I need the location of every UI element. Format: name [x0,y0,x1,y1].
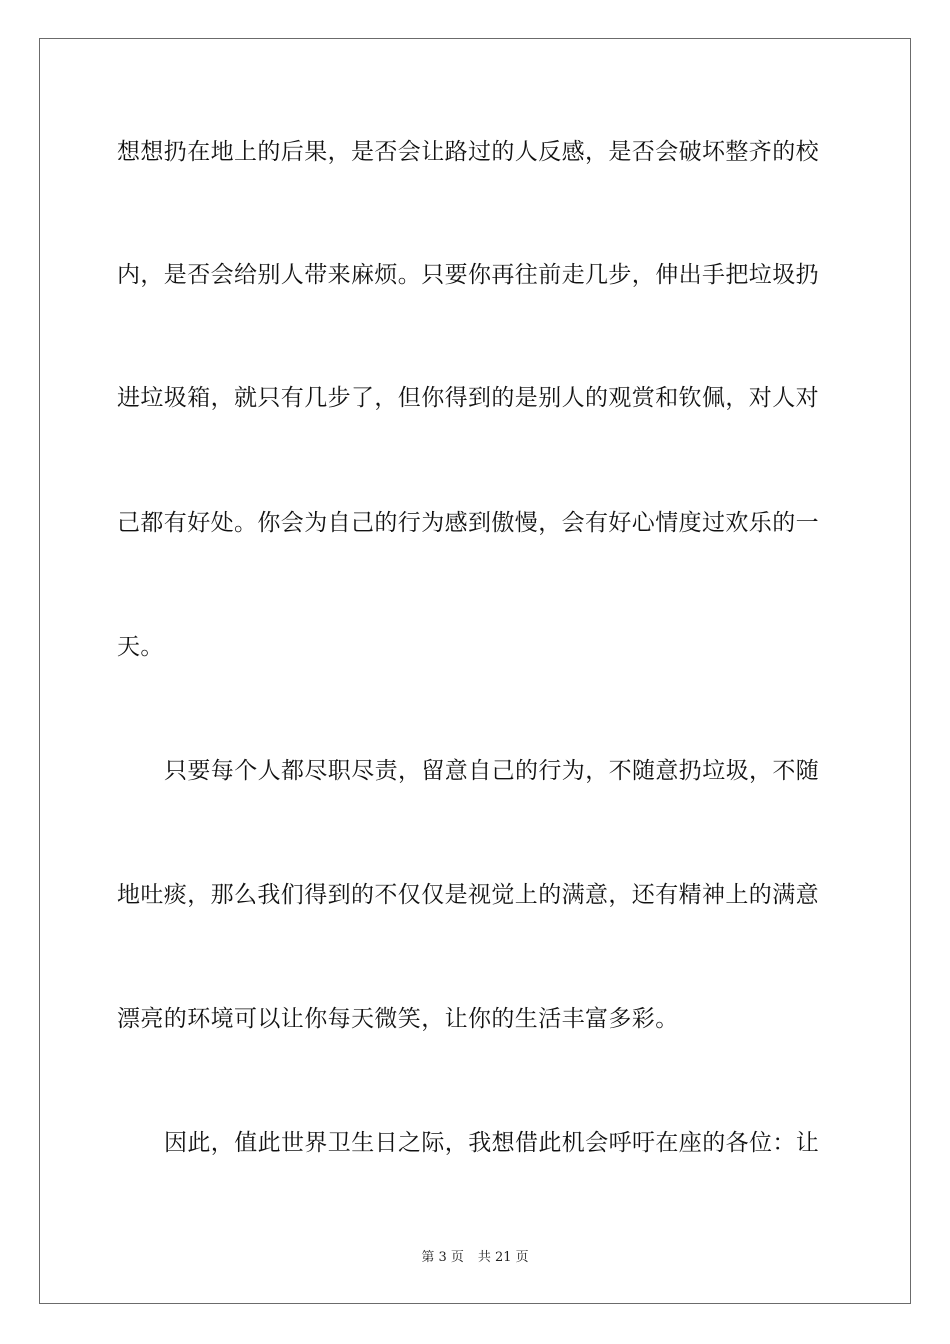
page-footer [0,1246,950,1265]
page-number: 第 3 页 [421,1250,464,1265]
paragraph-line-8: 漂亮的环境可以让你每天微笑，让你的生活丰富多彩。 [117,1006,679,1032]
page-border [39,38,911,1304]
paragraph-line-6: 只要每个人都尽职尽责，留意自己的行为，不随意扔垃圾，不随 [164,758,820,784]
paragraph-line-7: 地吐痰，那么我们得到的不仅仅是视觉上的满意，还有精神上的满意 [117,882,819,908]
paragraph-line-2: 内，是否会给别人带来麻烦。只要你再往前走几步，伸出手把垃圾扔 [117,262,819,288]
paragraph-line-5: 天。 [117,634,164,660]
paragraph-line-1: 想想扔在地上的后果，是否会让路过的人反感，是否会破坏整齐的校 [117,139,819,165]
paragraph-line-9: 因此，值此世界卫生日之际，我想借此机会呼吁在座的各位：让 [164,1130,820,1156]
paragraph-line-3: 进垃圾箱，就只有几步了，但你得到的是别人的观赏和钦佩，对人对 [117,385,819,411]
page-total: 共 21 页 [477,1250,529,1265]
paragraph-line-4: 己都有好处。你会为自己的行为感到傲慢，会有好心情度过欢乐的一 [117,510,819,536]
